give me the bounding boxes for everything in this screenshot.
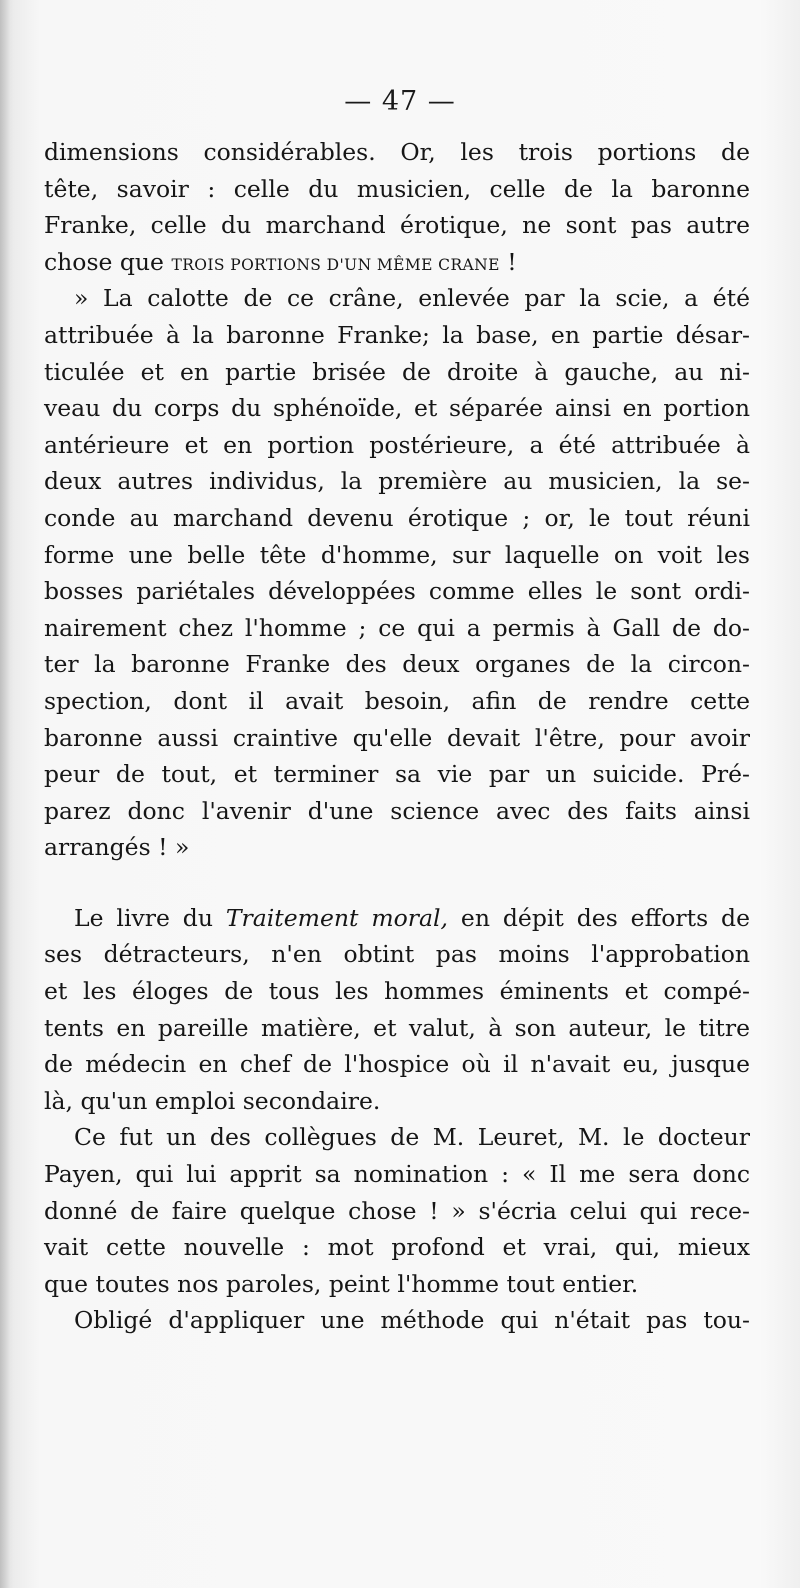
body-text bbox=[44, 134, 750, 1339]
text-line: deux autres individus, la première au musicien, la se- bbox=[44, 467, 750, 496]
text-line: arrangés ! » bbox=[44, 833, 190, 862]
text-line bbox=[44, 244, 750, 281]
text-line: là, qu'un emploi secondaire. bbox=[44, 1086, 381, 1115]
text-run: ! bbox=[499, 247, 517, 276]
page-number: — 47 — bbox=[344, 86, 456, 117]
text-line: nairement chez l'homme ; ce qui a permis à Gall de do- bbox=[44, 613, 750, 642]
text-line: forme une belle tête d'homme, sur laquelle on voit les bbox=[44, 540, 750, 569]
text-line: et les éloges de tous les hommes éminents et compé- bbox=[44, 977, 750, 1006]
text-line: » La calotte de ce crâne, enlevée par la scie, a été bbox=[74, 284, 750, 313]
paragraph-3 bbox=[44, 900, 750, 1120]
text-line: veau du corps du sphénoïde, et séparée ainsi en portion bbox=[44, 394, 750, 423]
text-line: Franke, celle du marchand érotique, ne sont pas autre bbox=[44, 211, 750, 240]
text-line: Payen, qui lui apprit sa nomination : « Il me sera donc bbox=[44, 1160, 750, 1189]
paragraph-1 bbox=[44, 134, 750, 280]
paragraph-2 bbox=[44, 280, 750, 866]
text-line: Obligé d'appliquer une méthode qui n'était pas tou- bbox=[74, 1306, 750, 1335]
text-line: spection, dont il avait besoin, afin de rendre cette bbox=[44, 686, 750, 715]
text-line: de médecin en chef de l'hospice où il n'avait eu, jusque bbox=[44, 1050, 750, 1079]
text-run: Le livre du bbox=[74, 903, 226, 932]
text-line: tête, savoir : celle du musicien, celle de la baronne bbox=[44, 174, 750, 203]
text-run: chose que bbox=[44, 247, 164, 276]
text-line: dimensions considérables. Or, les trois portions de bbox=[44, 138, 750, 166]
text-line: parez donc l'avenir d'une science avec des faits ainsi bbox=[44, 796, 750, 825]
page-spine-shadow bbox=[0, 0, 10, 1588]
text-line: bosses pariétales développées comme elles le sont ordi- bbox=[44, 577, 750, 606]
text-line bbox=[44, 900, 750, 937]
book-title: Traitement moral, bbox=[225, 903, 449, 932]
text-run: en dépit des efforts de bbox=[448, 903, 751, 932]
paragraph-gap bbox=[44, 866, 750, 900]
text-line: antérieure et en portion postérieure, a été attribuée à bbox=[44, 430, 750, 459]
text-line: Ce fut un des collègues de M. Leuret, M. le docteur bbox=[74, 1123, 750, 1152]
paragraph-5 bbox=[44, 1302, 750, 1339]
small-caps-run: TROIS PORTIONS D'UN MÊME CRANE bbox=[171, 255, 500, 274]
text-line: baronne aussi craintive qu'elle devait l'être, pour avoir bbox=[44, 723, 750, 752]
text-line: tents en pareille matière, et valut, à son auteur, le titre bbox=[44, 1013, 750, 1042]
text-line: vait cette nouvelle : mot profond et vrai, qui, mieux bbox=[44, 1233, 750, 1262]
text-line: ticulée et en partie brisée de droite à gauche, au ni- bbox=[44, 357, 750, 386]
paragraph-4 bbox=[44, 1119, 750, 1302]
text-line: ter la baronne Franke des deux organes de la circon- bbox=[44, 650, 750, 679]
text-line: que toutes nos paroles, peint l'homme tout entier. bbox=[44, 1269, 639, 1298]
text-line: ses détracteurs, n'en obtint pas moins l'approbation bbox=[44, 940, 750, 969]
text-line: attribuée à la baronne Franke; la base, en partie désar- bbox=[44, 320, 750, 349]
text-line: donné de faire quelque chose ! » s'écria celui qui rece- bbox=[44, 1196, 750, 1225]
text-line: peur de tout, et terminer sa vie par un suicide. Pré- bbox=[44, 760, 750, 789]
text-line: conde au marchand devenu érotique ; or, le tout réuni bbox=[44, 503, 750, 532]
